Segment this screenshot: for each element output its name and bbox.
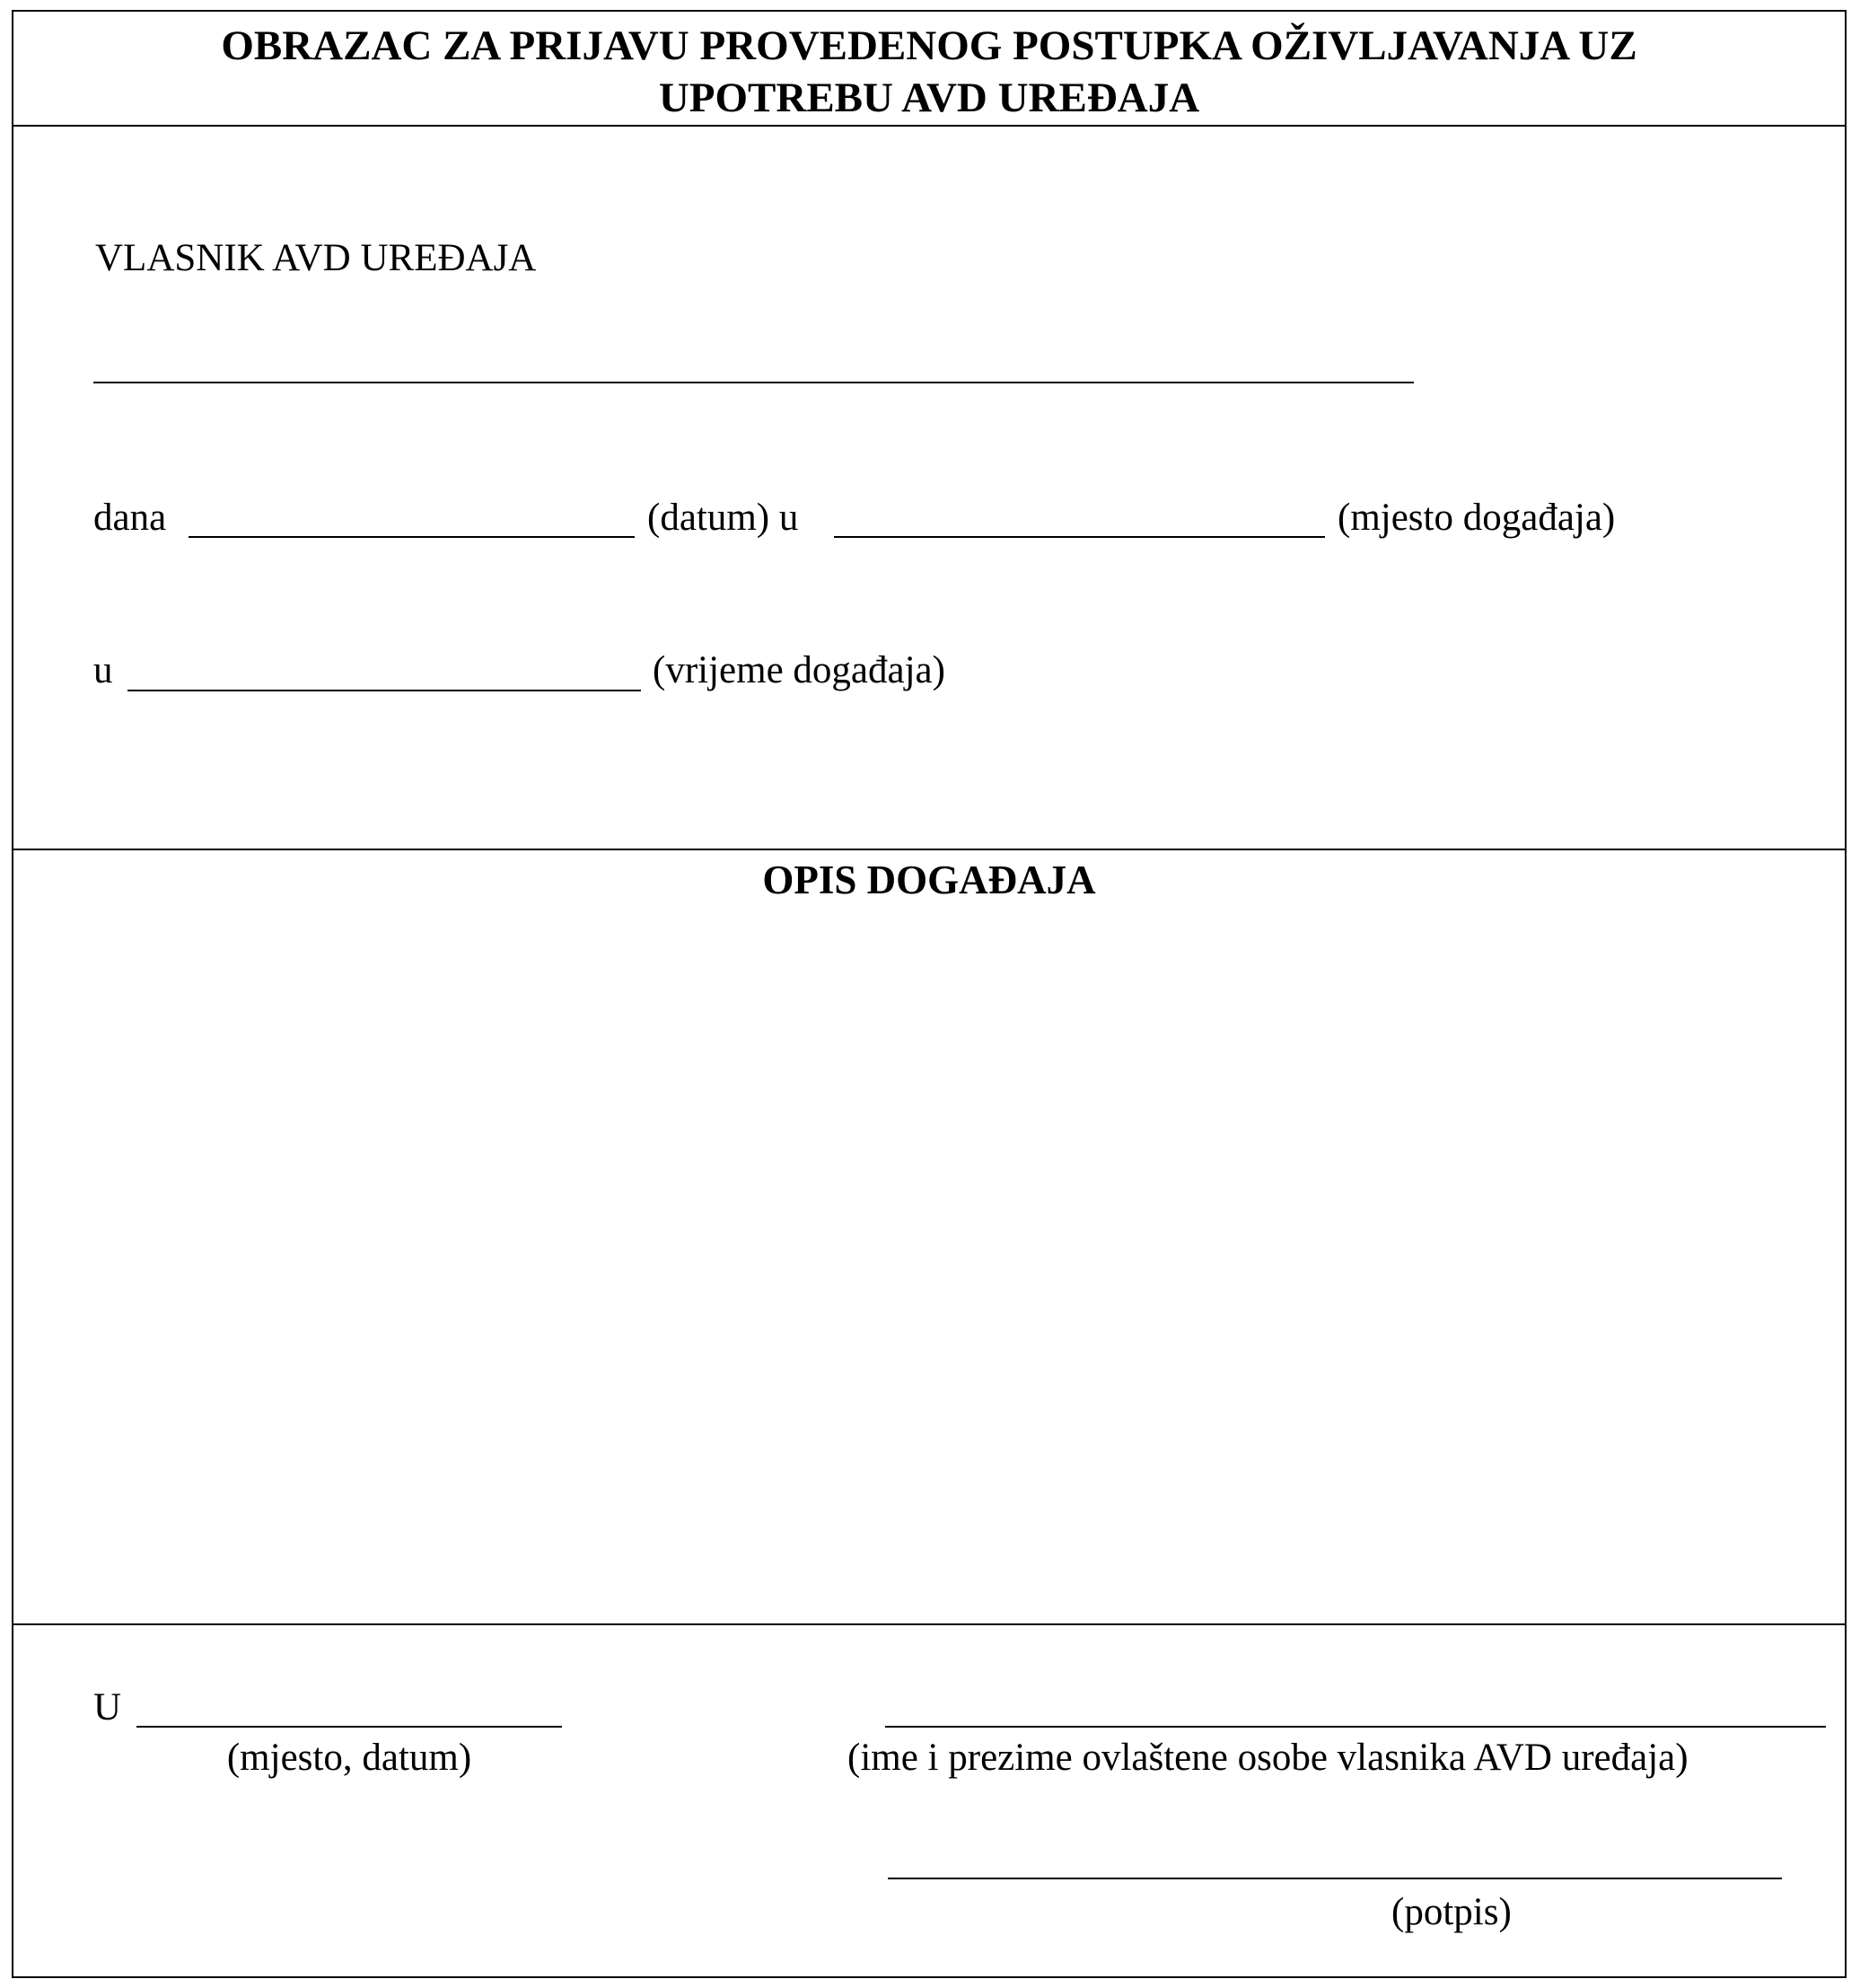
event-description-area[interactable] xyxy=(18,907,1840,1607)
signature-label: (potpis) xyxy=(1391,1891,1512,1933)
time-prefix: u xyxy=(93,649,113,691)
event-place-label: (mjesto događaja) xyxy=(1338,497,1616,539)
form-title-line-1: OBRAZAC ZA PRIJAVU PROVEDENOG POSTUPKA OŽIVLJAVANJA UZ xyxy=(221,22,1637,69)
section-divider xyxy=(12,849,1847,850)
section-divider xyxy=(12,1623,1847,1625)
place-date-label: (mjesto, datum) xyxy=(226,1737,472,1779)
event-time-label: (vrijeme događaja) xyxy=(653,649,945,691)
header-divider xyxy=(12,125,1847,127)
date-label: (datum) u xyxy=(647,497,799,539)
date-prefix: dana xyxy=(93,497,167,539)
place-date-field[interactable] xyxy=(136,1726,562,1728)
owner-name-field[interactable] xyxy=(93,382,1414,383)
authorized-person-name-label: (ime i prezime ovlaštene osobe vlasnika AVD uređaja) xyxy=(847,1737,1689,1779)
place-prefix: U xyxy=(93,1686,122,1729)
description-heading: OPIS DOGAĐAJA xyxy=(762,858,1096,902)
date-field[interactable] xyxy=(189,536,635,538)
signature-field[interactable] xyxy=(888,1878,1782,1879)
event-place-field[interactable] xyxy=(834,536,1325,538)
owner-label: VLASNIK AVD UREĐAJA xyxy=(95,237,537,279)
form-title-line-2: UPOTREBU AVD UREĐAJA xyxy=(658,75,1200,121)
authorized-person-name-field[interactable] xyxy=(885,1726,1826,1728)
event-time-field[interactable] xyxy=(127,690,641,691)
